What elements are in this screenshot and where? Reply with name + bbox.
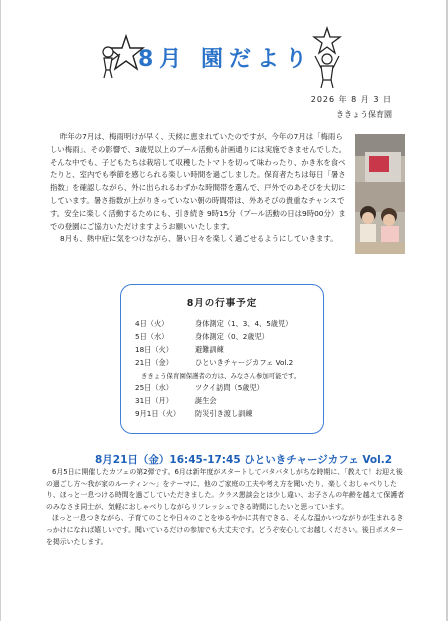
cafe-section-title: 8月21日（金）16:45-17:45 ひといきチャージカフェ Vol.2 — [95, 454, 393, 466]
event-date: 5日（水） — [135, 332, 169, 341]
event-row — [135, 345, 224, 355]
event-row — [135, 396, 217, 406]
event-row — [135, 319, 292, 329]
event-date: 25日（水） — [135, 383, 173, 392]
event-row — [135, 409, 253, 419]
event-date: 18日（火） — [135, 345, 173, 354]
intro-paragraph: 昨年の7月は、梅雨明けが早く、天候に恵まれていたのですが、今年の7月は「梅雨らしい梅雨」、その影響で、3歳児以上のプール活動も計画通りには実施できませんでした。そんな中でも、子どもたちは栽培して収穫したトマトを切って味わったり、かき氷を食べたりと、室内でも季節を感じられる楽しい時間を過ごしました。保育者たちは毎日「暑さ指数」を確認しながら、外に出られるわずかな時間帯を選んで、戸外でのあそびを大切にしています。暑さ指数が上がりきっていない朝の時間帯は、外あそびの貴重なチャンスです。安全に楽しく活動するためにも、引き続き 9時15分（プール活動の日は9時00分）までの登園にご協力いただけますようお願いいたします。 — [50, 132, 347, 231]
event-date: 31日（月） — [135, 396, 173, 405]
organization-name: ききょう保育園 — [336, 110, 392, 119]
page-border-left — [0, 0, 1, 621]
event-date: 4日（火） — [135, 319, 169, 328]
intro-paragraph: 8月も、熱中症に気をつけながら、暑い日々を楽しく過ごせるようにしていきます。 — [60, 234, 338, 244]
event-row — [135, 383, 264, 393]
event-name: 身体測定（0、2歳児） — [195, 332, 269, 341]
issue-date: 2026 年 8 月 3 日 — [310, 95, 392, 104]
event-date: 9月1日（火） — [135, 409, 181, 418]
cafe-section-body — [46, 467, 406, 548]
star-child-right-icon — [307, 26, 347, 90]
event-name: ツクイ訪問（5歳児） — [195, 383, 264, 392]
event-name: 避難訓練 — [195, 345, 224, 354]
events-box — [120, 284, 324, 434]
event-name: 防災引き渡し訓練 — [195, 409, 253, 418]
event-name: 誕生会 — [195, 396, 217, 405]
cafe-paragraph: 6月5日に開催したカフェの第2弾です。6月は新年度がスタートしてバタバタしがちな時期に、「教えて！お迎え後の過ごし方～我が家のルーティン～」をテーマに、他のご家庭の工夫や考え方を聞いたり、楽しくおしゃべりしたり、ほっと一息つける時間を過ごしていただきました。クラス懇談会とは少し違い、お子さんの年齢を越えて保護者のみなさま同士が、気軽におしゃべりしながらリフレッシュできる時間にしたいと思っています。 — [46, 468, 405, 511]
event-row — [135, 358, 293, 368]
children-photo — [355, 134, 405, 254]
event-name: 身体測定（1、3、4、5歳児） — [195, 319, 293, 328]
events-title: 8月の行事予定 — [186, 298, 258, 309]
event-name: ひといきチャージカフェ Vol.2 — [195, 358, 294, 367]
cafe-paragraph: ほっと一息つきながら、子育てのことや日々のことをゆるやかに共有できる、そんな温かいつながりが生まれるきっかけになれば嬉しいです。聞いているだけの参加でも大丈夫です。どうぞ安心してお越しください。後日ポスターを掲示いたします。 — [46, 514, 404, 546]
page-title: 8月 園だより — [138, 47, 313, 72]
intro-text — [50, 131, 348, 246]
event-date: 21日（金） — [135, 358, 173, 367]
event-row — [135, 332, 269, 342]
event-note: ききょう保育園保護者の方は、みなさん参加可能です。 — [141, 372, 301, 380]
